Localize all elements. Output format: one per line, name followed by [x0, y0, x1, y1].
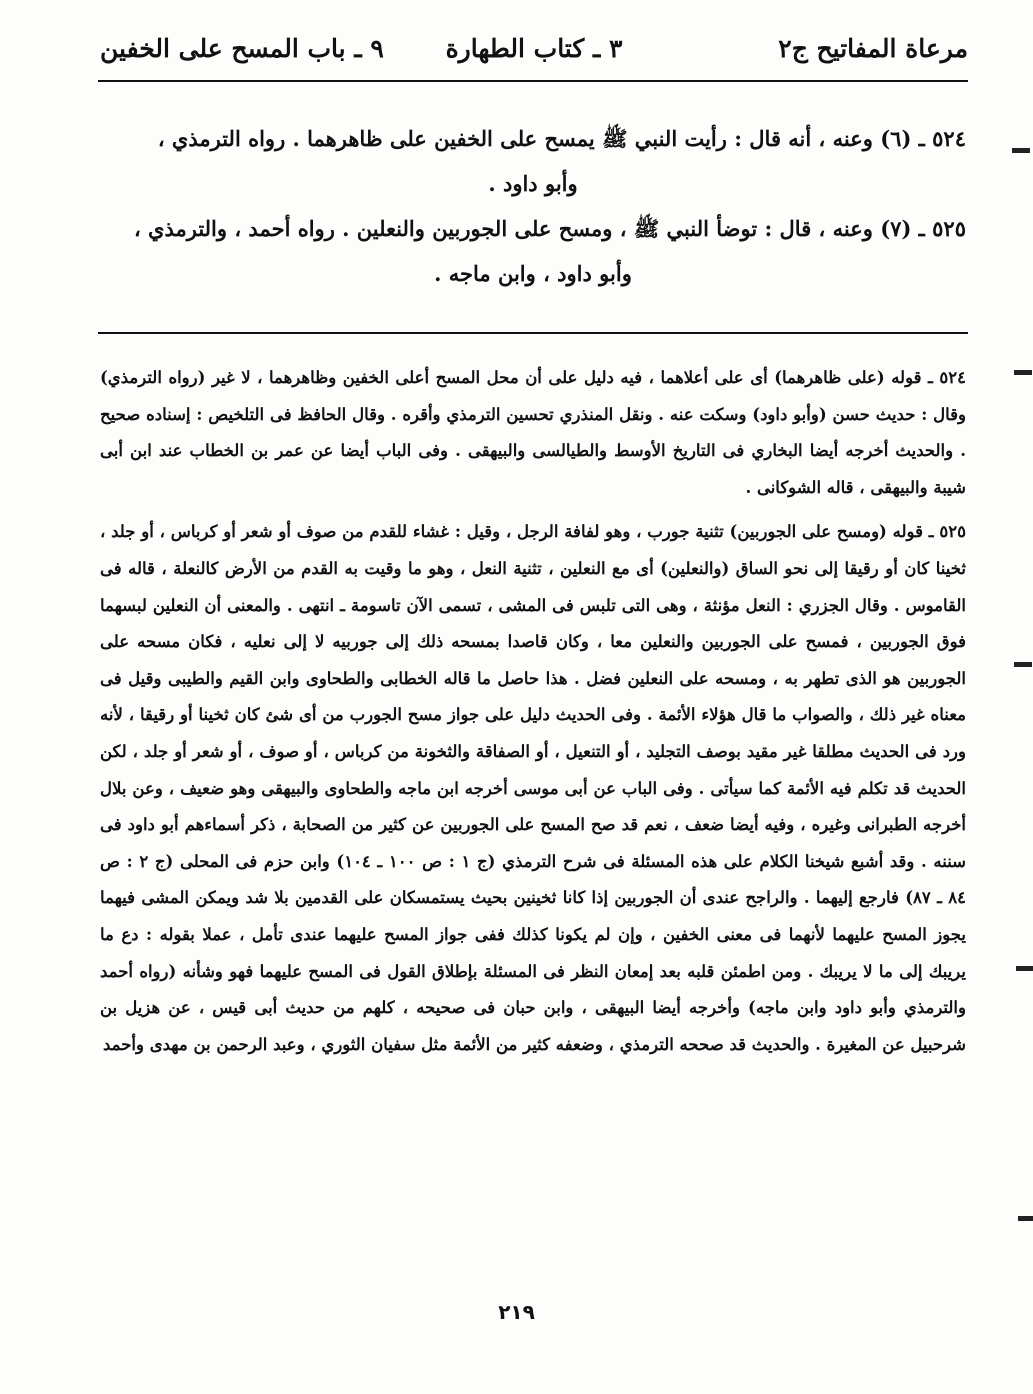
- commentary-text: [100, 360, 966, 1063]
- header-chapter: ٣ ـ كتاب الطهارة: [445, 34, 623, 63]
- hadith-text: [100, 116, 966, 296]
- header-rule: [98, 80, 968, 82]
- commentary-separator: [98, 332, 968, 334]
- margin-mark: [1014, 662, 1032, 667]
- page-number: ٢١٩: [498, 1300, 535, 1324]
- margin-mark: [1012, 148, 1030, 153]
- commentary-525: ٥٢٥ ـ قوله (ومسح على الجوربين) تثنية جورب ، وهو لفافة الرجل ، وقيل : غشاء للقدم من صوف أو شعر أو كرباس ، أو جلد ، ثخينا كان أو رقيقا إلى نحو الساق (والنعلين) أى مع النعلين ، تثنية النعل ، وهو ما وقيت به القدم من الأرض كالنعلة ، قاله فى القاموس . وقال الجزري : النعل مؤنثة ، وهى التى تلبس فى المشى ، تسمى الآن تاسومة ـ انتهى . والمعنى أن النعلين لبسهما فوق الجوربين ، فمسح على الجوربين والنعلين معا ، وكان قاصدا بمسحه ذلك إلى جوربيه لا إلى نعليه ، فكان مسحه على الجوربين هو الذى تطهر به ، ومسحه على النعلين فضل . هذا حاصل ما قاله الخطابى والطحاوى وابن القيم والطيبى وقيل فى معناه غير ذلك ، والصواب ما قال هؤلاء الأئمة . وفى الحديث دليل على جواز مسح الجورب من أى شئ كان ثخينا أو رقيقا ، لأنه ورد فى الحديث مطلقا غير مقيد بوصف التجليد ، أو التنعيل ، أو الصفاقة والثخونة من كرباس ، أو صوف ، أو شعر أو جلد ، لكن الحديث قد تكلم فيه الأئمة كما سيأتى . وفى الباب عن أبى موسى أخرجه ابن ماجه والطحاوى والبيهقى وهو ضعيف ، وعن بلال أخرجه الطبرانى وغيره ، وفيه أيضا ضعف ، نعم قد صح المسح على الجوربين عن كثير من الصحابة ، ذكر أسماءهم أبو داود فى سننه . وقد أشبع شيخنا الكلام على هذه المسئلة فى شرح الترمذي (ج ١ : ص ١٠٠ ـ ١٠٤) وابن حزم فى المحلى (ج ٢ : ص ٨٤ ـ ٨٧) فارجع إليهما . والراجح عندى أن الجوربين إذا كانا ثخينين بحيث يستمسكان على القدمين بلا شد ويمكن المشى فيهما يجوز المسح عليهما لأنهما فى معنى الخفين ، وإن لم يكونا كذلك ففى جواز المسح عليهما عندى تأمل ، عملا بقوله : دع ما يريبك إلى ما لا يريبك . ومن اطمئن قلبه بعد إمعان النظر فى المسئلة بإطلاق القول فى المسح عليهما فهو وشأنه (رواه أحمد والترمذي وأبو داود وابن ماجه) وأخرجه أيضا البيهقى ، وابن حبان فى صحيحه ، كلهم من حديث أبى قيس ، عن هزيل بن شرحبيل عن المغيرة . والحديث قد صححه الترمذي ، وضعفه كثير من الأئمة مثل سفيان الثوري ، وعبد الرحمن بن مهدى وأحمد: [100, 522, 967, 1054]
- hadith-524: ٥٢٤ ـ (٦) وعنه ، أنه قال : رأيت النبي ﷺ يمسح على الخفين على ظاهرهما . رواه الترمذي ،: [157, 126, 966, 151]
- commentary-524: ٥٢٤ ـ قوله (على ظاهرهما) أى على أعلاهما ، فيه دليل على أن محل المسح أعلى الخفين وظاهرهما ، لا غير (رواه الترمذي) وقال : حديث حسن (وأبو داود) وسكت عنه . ونقل المنذري تحسين الترمذي وأقره . وقال الحافظ فى التلخيص : إسناده صحيح . والحديث أخرجه أيضا البخاري فى التاريخ الأوسط والطيالسى والبيهقى . وفى الباب أيضا عن عمر بن الخطاب عند ابن أبى شيبة والبيهقى ، قاله الشوكانى .: [100, 368, 966, 497]
- margin-mark: [1016, 966, 1033, 971]
- running-header: [100, 28, 968, 76]
- hadith-524-continuation: وأبو داود .: [488, 171, 578, 196]
- hadith-525: ٥٢٥ ـ (٧) وعنه ، قال : توضأ النبي ﷺ ، ومسح على الجوربين والنعلين . رواه أحمد ، والترمذي ،: [133, 216, 966, 241]
- margin-mark: [1018, 1216, 1033, 1221]
- hadith-525-continuation: وأبو داود ، وابن ماجه .: [434, 261, 632, 286]
- header-book-title: مرعاة المفاتيح ج٢: [778, 34, 968, 63]
- header-section: ٩ ـ باب المسح على الخفين: [100, 34, 384, 63]
- margin-mark: [1014, 370, 1032, 375]
